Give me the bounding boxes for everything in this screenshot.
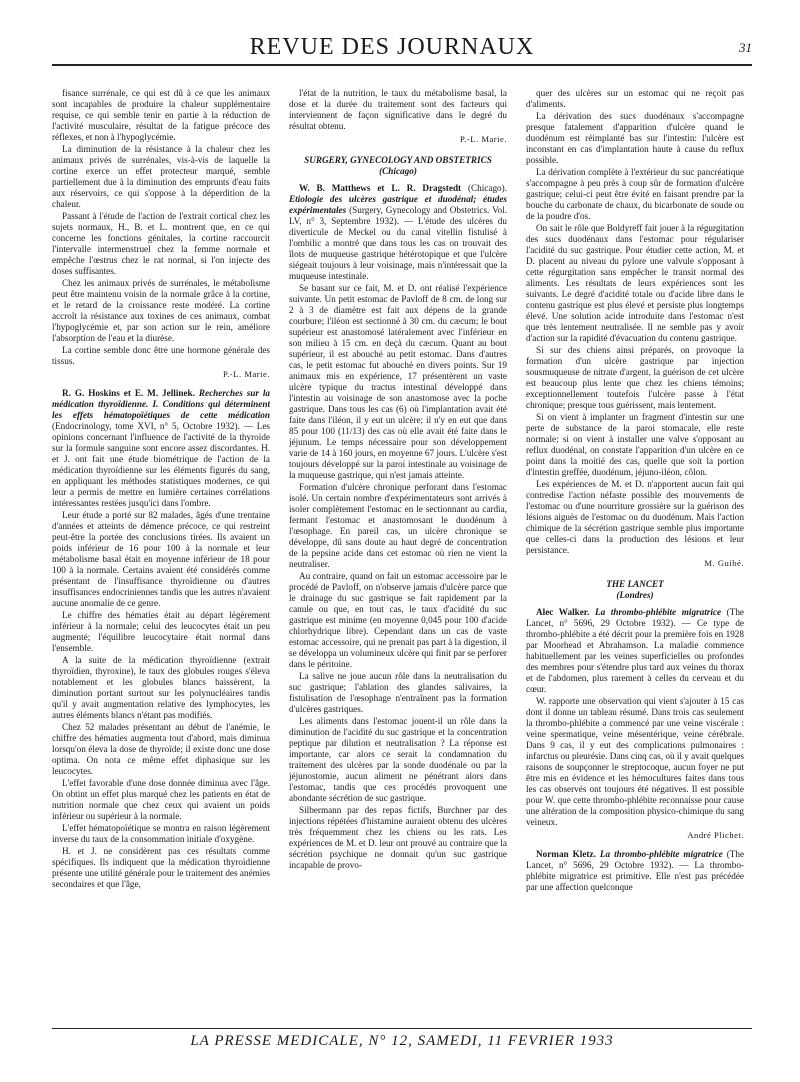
journal-page [52,30,752,1060]
paragraph: On sait le rôle que Boldyreff fait jouer à la régurgitation des sucs duodénaux dans l'estomac pour régulariser l'acidité du suc gastrique. Pour étudier cette action, M. et D. placent au niveau du pylore une valvule s'opposant à cette régurgitation sans empêcher le transit normal des aliments. Les résultats de leurs expériences sont les suivants. Le degré d'acidité totale ou d'acide libre dans le contenu gastrique est plus élevé et persiste plus longtemps élevé. Une solution acide introduite dans l'estomac n'est que très lentement neutralisée. Il ne semble pas y avoir d'action sur la rapidité d'évacuation du contenu gastrique. [526,223,744,343]
paragraph: La cortine semble donc être une hormone générale des tissus. [52,345,270,366]
journal-footer: LA PRESSE MEDICALE, N° 12, SAMEDI, 11 FEVRIER 1933 [190,1033,614,1049]
paragraph: l'état de la nutrition, le taux du métabolisme basal, la dose et la durée du traitement sont des facteurs qui interviennent de façon significative dans le degré du résultat obtenu. [289,88,507,131]
column-2 [289,88,507,1020]
paragraph: La salive ne joue aucun rôle dans la neutralisation du suc gastrique; l'ablation des glandes salivaires, la fistulisation de l'œsophage n'entraînent pas la formation d'ulcères gastriques. [289,671,507,714]
paragraph: W. rapporte une observation qui vient s'ajouter à 15 cas dont il donne un tableau résumé. Dans trois cas seulement la thrombo-phlébite a commencé par une veine viscérale : veine spermatique, veine mésentérique, veine cérébrale. Dans 9 cas, il y eut des complications pulmonaires : infarctus ou pleurésie. Dans cinq cas, où il y avait quelques raisons de soupçonner le streptocoque, aucun foyer ne put être mis en évidence et les hémocultures faites dans tous les cas observés ont toujours été négatives. Il est possible pour W. que cette thrombo-phlébite reconnaisse pour cause une altération de la composition physico-chimique du sang veineux. [526,696,744,827]
paragraph: L'effet favorable d'une dose donnée diminua avec l'âge. On obtint un effet plus marqué chez les patients en état de nutrition normale que chez ceux qui avaient un poids inférieur ou supérieur à la normale. [52,778,270,821]
paragraph: H. et J. ne considèrent pas ces résultats comme spécifiques. Ils indiquent que la médication thyroïdienne présente une utilité générale pour le traitement des anémies secondaires et que l'âge, [52,846,270,889]
article-heading [52,388,270,509]
article-reference: (The Lancet, n° 5696, 29 Octobre 1932). — Ce type de thrombo-phlébite a été décrit pour la première fois en 1928 par Moorhead et Abrahamson. La maladie commence habituellement par les veines superficielles ou profondes des membres pour s'étendre plus tard aux veines du thorax et de l'abdomen, plus rarement à celles du cerveau et du cœur. [526,607,744,694]
section-subtitle: (Londres) [616,590,654,600]
paragraph: La diminution de la résistance à la chaleur chez les animaux privés de surrénales, vis-à-vis de laquelle la cortine exerce un effet protecteur marqué, semble partiellement due à la diminution des emprunts d'eau faits aux réservoirs, ce qui s'oppose à la déperdition de la chaleur. [52,144,270,209]
article-reference: (Surgery, Gynecology and Obstetrics. Vol. LV, n° 3, Septembre 1932). — L'étude des ulcères du diverticule de Meckel ou du canal vitellin fistulisé à l'ombilic a montré que dans tous les cas on trouvait des îlots de muqueuse gastrique hétérotopique et que l'ulcère siégeait toujours à leur voisinage, mais n'intéressait que la muqueuse intestinale. [289,205,507,281]
paragraph: Au contraire, quand on fait un estomac accessoire par le procédé de Pavloff, on n'observe jamais d'ulcère parce que le drainage du suc gastrique se fait rapidement par la canule ou que, en tout cas, le taux d'acidité du suc gastrique est minime (en moyenne 0,045 pour 100 d'acide chlorhydrique libre). Cependant dans un cas de vaste estomac accessoire, qui ne prenait pas part à la digestion, il se développa un volumineux ulcère qui finit par se perforer dans le péritoine. [289,571,507,669]
section-title: THE LANCET [606,579,664,589]
paragraph: Si on vient à implanter un fragment d'intestin sur une perte de substance de la paroi stomacale, elle reste normale; si on vient à installer une valve s'opposant au reflux duodénal, on constate l'apparition d'un ulcère en ce point dans la moitié des cas, quelle que soit la portion d'intestin greffée, duodénum, jéjuno-iléon, côlon. [526,412,744,477]
article-title: Etiologie des ulcères gastrique et duodénal; études expérimentales [289,194,507,215]
article-authors: Alec Walker. [536,607,590,617]
journal-title: REVUE DES JOURNAUX [249,34,535,60]
article-heading [526,849,744,893]
article-city: (Chicago). [461,183,507,193]
paragraph: Formation d'ulcère chronique perforant dans l'estomac isolé. Un certain nombre d'expérimentateurs sont arrivés à isoler complètement l'estomac en le sectionnant au cardia, fermant l'estomac et anastomosant le duodénum à l'œsophage. En pareil cas, un ulcère chronique se développe, dû sans doute au haut degré de concentration de la pepsine acide dans cet estomac où rien ne vient la neutraliser. [289,482,507,569]
paragraph: Le chiffre des hématies était au départ légèrement inférieur à la normale; celui des leucocytes était un peu augmenté; l'équilibre leucocytaire était normal dans l'ensemble. [52,610,270,653]
section-subtitle: (Chicago) [379,166,417,176]
paragraph: Chez les animaux privés de surrénales, le métabolisme peut être maintenu voisin de la normale grâce à la cortine, et le retard de la croissance reste modéré. La cortine accroît la résistance aux toxines de ces animaux, combat l'hypoglycémie et, par son action sur le rein, améliore l'absorption de l'eau et la diurèse. [52,278,270,343]
article-title: La thrombo-phlébite migratrice [594,607,722,617]
author-signature: P.-L. Marie. [222,369,270,379]
article-authors: Norman Kletz. [536,849,596,859]
paragraph: Les aliments dans l'estomac jouent-il un rôle dans la diminution de l'acidité du suc gastrique et la concentration peptique par dilution et neutralisation ? La réponse est importante, car alors ce serait la condamnation du traitement des ulcères par la sonde duodénale ou par la jéjunostomie, aucun aliment ne pénétrant alors dans l'estomac, tandis que ces procédés provoquent une abondante sécrétion de suc gastrique. [289,716,507,803]
paragraph: Leur étude a porté sur 82 malades, âgés d'une trentaine d'années et atteints de démence précoce, ce qui restreint peut-être la portée des conclusions tirées. Ils avaient un poids inférieur de 16 pour 100 à la normale et leur métabolisme basal était en moyenne inférieur de 18 pour 100 à la normale. Certains avaient été considérés comme présentant de l'insuffisance thyroïdienne ou d'autres insuffisances endocriniennes tandis que les autres n'avaient aucune anomalie de ce genre. [52,510,270,608]
paragraph: A la suite de la médication thyroïdienne (extrait thyroïdien, thyroxine), le taux des globules rouges s'éleva notablement et les globules blancs baissèrent, la diminution portant surtout sur les polynucléaires tandis qu'il y avait augmentation relative des lymphocytes, les autres éléments blancs n'étant pas modifiés. [52,655,270,720]
article-columns [52,88,752,1020]
paragraph: Silbermann par des repas fictifs, Burchner par des injections répétées d'histamine auraient obtenu des ulcères très fréquemment chez les chiens ou les rats. Les expériences de M. et D. leur ont prouvé au contraire que la sécrétion psychique ne donnait qu'un suc gastrique incapable de provo- [289,805,507,870]
column-1 [52,88,270,1020]
paragraph: Se basant sur ce fait, M. et D. ont réalisé l'expérience suivante. Un petit estomac de Pavloff de 8 cm. de long sur 2 à 3 de diamètre est fait aux dépens de la grande courbure; l'iléon est sectionné à 30 cm. du cæcum; le bout supérieur est anastomosé latéralement avec l'inférieur en son milieu à 15 cm. en deçà du cæcum. Quant au bout supérieur, il est abouché au petit estomac. Dans d'autres cas, le petit estomac fut abouché en divers points. Sur 19 animaux mis en expérience, 17 présentèrent un vaste ulcère typique du tractus intestinal développé dans l'intestin au voisinage de son anastomose avec la poche gastrique. Dans tous les cas (6) où l'implantation avait été faite dans l'iléon, il y eut un ulcère; il n'y en eut que dans 85 pour 100 (11/13) des cas où elle avait été faite dans le jéjunum. Le temps nécessaire pour son développement varie de 14 à 160 jours, en moyenne 67 jours. L'ulcère s'est toujours développé sur la paroi intestinale au voisinage de la muqueuse gastrique, qui n'est jamais atteinte. [289,283,507,480]
article-authors: W. B. Matthews et L. R. Dragstedt [299,183,462,193]
column-3 [526,88,744,1020]
paragraph: Si sur des chiens ainsi préparés, on provoque la formation d'un ulcère gastrique par injection sousmuqueuse de nitrate d'argent, la guérison de cet ulcère est beaucoup plus lente que chez les chiens témoins; exceptionnellement toutefois l'ulcère passe à l'état chronique; presque tous guérissent, mais lentement. [526,345,744,410]
paragraph: La dérivation des sucs duodénaux s'accompagne presque fatalement d'apparition d'ulcère quand le duodénum est réimplanté bas sur l'intestin: l'ulcère est inconstant en cas d'implantation haute à cause du reflux possible. [526,111,744,165]
article-authors: R. G. Hoskins et E. M. Jellinek. [62,388,195,398]
paragraph: Chez 52 malades présentant au début de l'anémie, le chiffre des hématies augmenta tout d'abord, mais diminua lorsqu'on éleva la dose de thyroïde; il existe donc une dose optima. On nota ce même effet diphasique sur les leucocytes. [52,722,270,776]
paragraph: fisance surrénale, ce qui est dû à ce que les animaux sont incapables de produire la chaleur supplémentaire requise, ce qui semble tenir en partie à la réduction de l'activité musculaire, résultat de la fatigue précoce des réflexes, et non à l'hypoglycémie. [52,88,270,142]
author-signature: André Plichet. [687,830,744,840]
page-header [52,30,752,66]
article-heading [289,183,507,282]
paragraph: quer des ulcères sur un estomac qui ne reçoit pas d'aliments. [526,88,744,109]
paragraph: Passant à l'étude de l'action de l'extrait cortical chez les sujets normaux, H., B. et L. montrent que, en ce qui concerne les fonctions génitales, la cortine raccourcit l'intervalle intermenstruel chez la femme normale et empêche l'œstrus chez le rat normal, si l'on injecte des doses suffisantes. [52,211,270,276]
author-signature: P.-L. Marie. [459,134,507,144]
paragraph: Les expériences de M. et D. n'apportent aucun fait qui contredise l'action néfaste possible des mouvements de l'estomac ou d'une nourriture grossière sur la guérison des lésions aiguës de l'estomac ou du duodénum. Mais l'action chimique de la sécrétion gastrique semble plus importante que celles-ci dans la production des lésions et leur persistance. [526,479,744,555]
author-signature: M. Guibé. [704,558,744,568]
article-reference: (Endocrinology, tome XVI, n° 5, Octobre 1932). — Les opinions concernant l'influence de l'activité de la thyroïde sur la formule sanguine sont encore assez discordantes. H. et J. ont fait une étude biométrique de l'action de la médication thyroïdienne sur les éléments figurés du sang, en appliquant les méthodes statistiques modernes, ce qui leur a permis de mettre en lumière certaines corrélations intéressantes restées jusqu'ici dans l'ombre. [52,421,270,508]
article-reference: (The Lancet, n° 5696, 29 Octobre 1932). — La thrombo-phlébite migratrice est primitive. Elle n'est pas précédée par une affection quelconque [526,849,744,892]
paragraph: L'effet hématopoïétique se montra en raison légèrement inverse du taux de la consommation initiale d'oxygène. [52,823,270,844]
article-title: La thrombo-phlébite migratrice [599,849,723,859]
article-title: Recherches sur la médication thyroïdienne. I. Conditions qui déterminent les effets hématopoïétiques de cette médication [52,388,270,420]
article-heading [526,607,744,695]
paragraph: La dérivation complète à l'extérieur du suc pancréatique s'accompagne à peu près à coup sûr de formation d'ulcère gastrique; celui-ci peut être évité en faisant prendre par la bouche du carbonate de chaux, du bicarbonate de soude ou de la poudre d'os. [526,167,744,221]
page-number: 31 [739,40,752,55]
section-title: SURGERY, GYNECOLOGY AND OBSTETRICS [304,155,492,165]
page-footer [52,1028,752,1050]
